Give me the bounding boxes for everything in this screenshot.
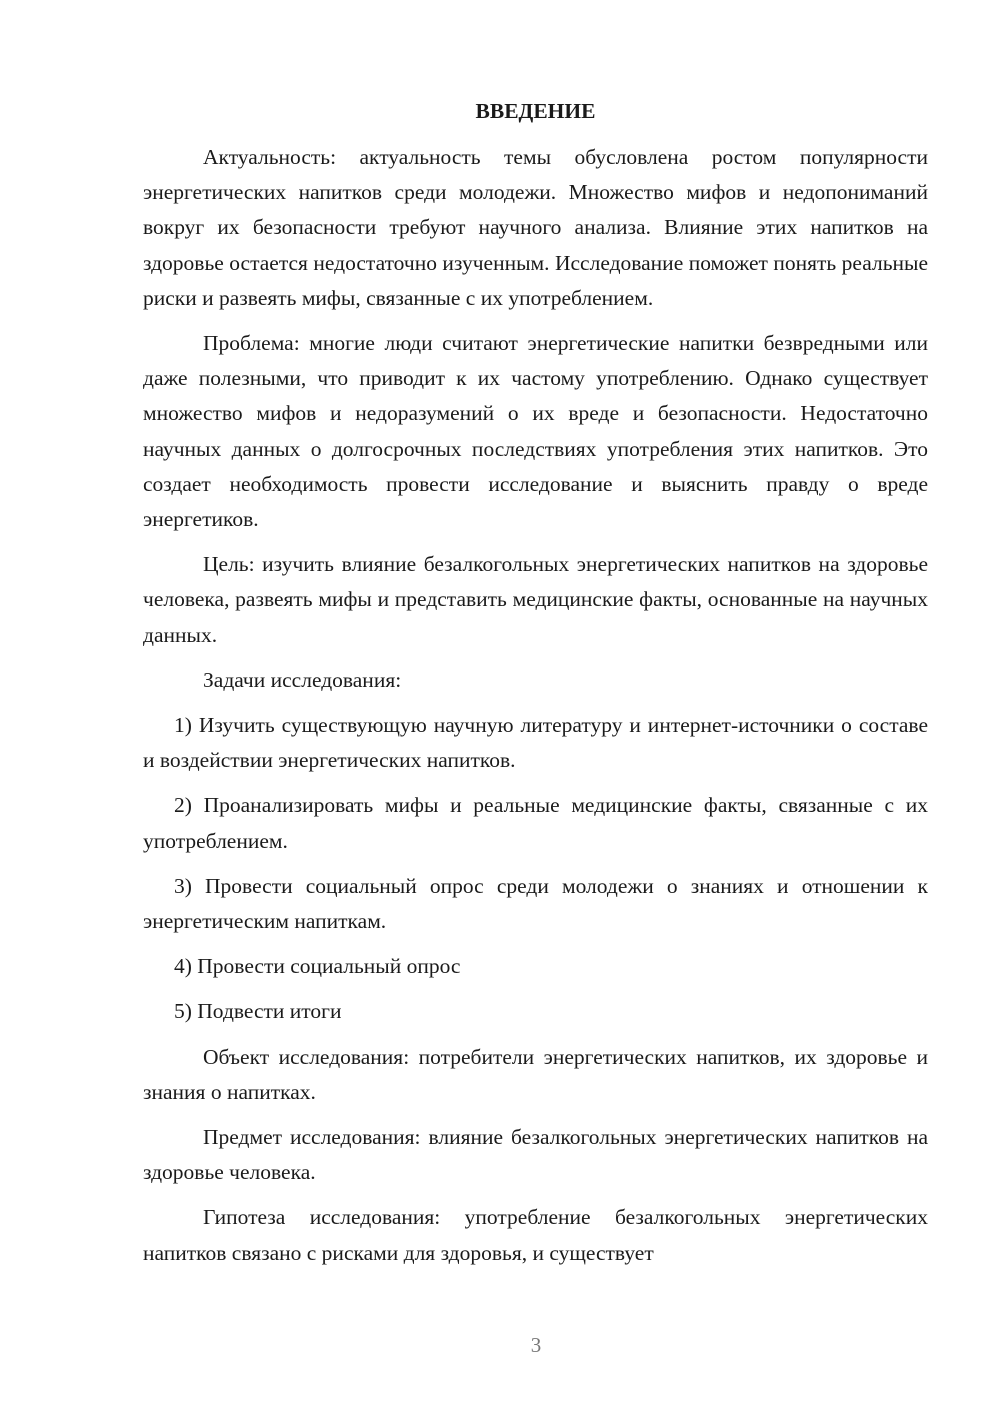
paragraph-problem: Проблема: многие люди считают энергетические напитки безвредными или даже полезными, что приводит к их частому употреблению. Однако существует множество мифов и недоразумений о их вреде и безопасности. Недостаточно научных данных о долгосрочных последствиях употребления этих напитков. Это создает необходимость провести исследование и выяснить правду о вреде энергетиков. [143,331,928,532]
paragraph-goal: Цель: изучить влияние безалкогольных энергетических напитков на здоровье человека, развеять мифы и представить медицинские факты, основанные на научных данных. [143,552,928,647]
section-title: ВВЕДЕНИЕ [475,99,596,123]
document-body [143,94,928,1281]
task-item-3: 3) Провести социальный опрос среди молодежи о знаниях и отношении к энергетическим напиткам. [143,873,928,934]
paragraph-subject: Предмет исследования: влияние безалкогольных энергетических напитков на здоровье человека. [143,1125,928,1185]
paragraph-hypothesis: Гипотеза исследования: употребление безалкогольных энергетических напитков связано с рисками для здоровья, и существует [143,1205,928,1265]
task-item-1: 1) Изучить существующую научную литературу и интернет-источники о составе и воздействии энергетических напитков. [143,713,928,773]
task-item-2: 2) Проанализировать мифы и реальные медицинские факты, связанные с их употреблением. [143,793,928,853]
task-item-5: 5) Подвести итоги [174,999,342,1024]
page-number: 3 [530,1333,542,1357]
paragraph-relevance: Актуальность: актуальность темы обусловлена ростом популярности энергетических напитков среди молодежи. Множество мифов и недопониманий вокруг их безопасности требуют научного анализа. Влияние этих напитков на здоровье остается недостаточно изученным. Исследование поможет понять реальные риски и развеять мифы, связанные с их употреблением. [143,145,928,310]
paragraph-tasks-heading: Задачи исследования: [203,667,402,692]
task-item-4: 4) Провести социальный опрос [174,954,461,979]
paragraph-object: Объект исследования: потребители энергетических напитков, их здоровье и знания о напитках. [143,1044,928,1104]
